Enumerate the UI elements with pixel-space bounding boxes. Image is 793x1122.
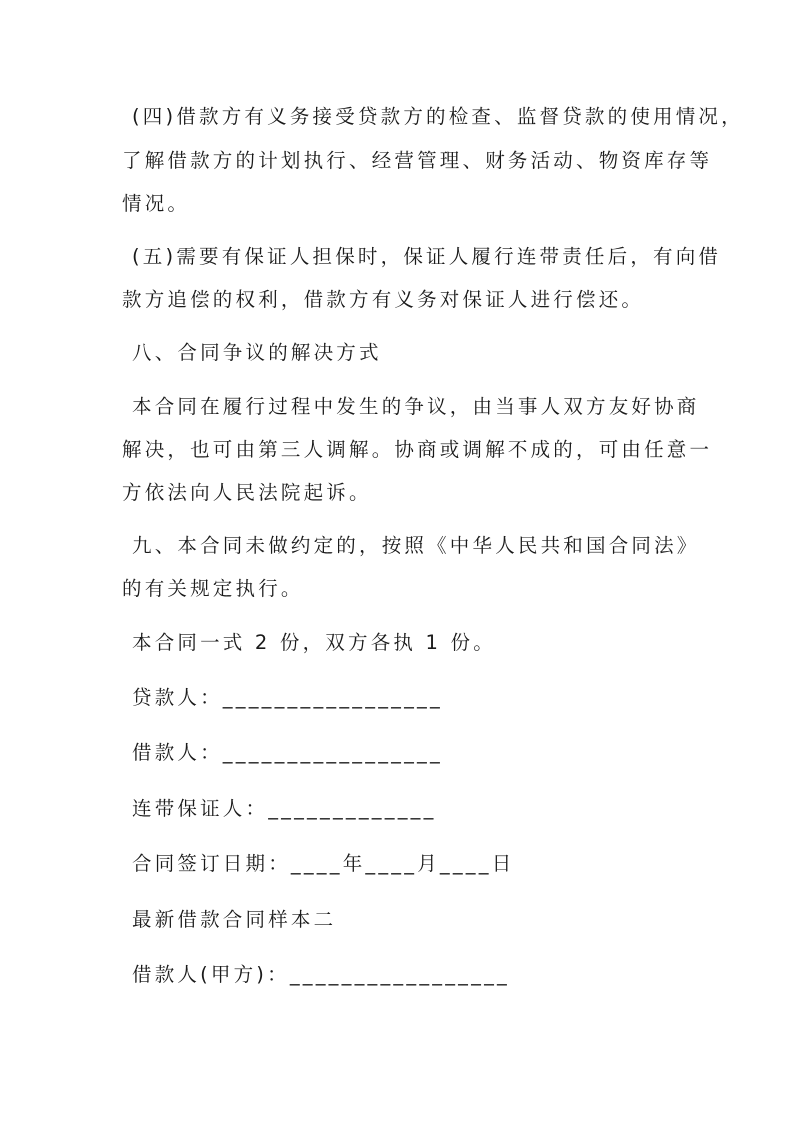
paragraph-line: 款方追偿的权利，借款方有义务对保证人进行偿还。 [122, 288, 645, 311]
signature-field-lender: 贷款人：_________________ [132, 686, 443, 709]
paragraph-line: 了解借款方的计划执行、经营管理、财务活动、物资库存等 [122, 149, 713, 172]
paragraph-line: (五)需要有保证人担保时，保证人履行连带责任后，有向借 [132, 245, 722, 268]
signature-field-party-a: 借款人(甲方)：_________________ [132, 963, 510, 986]
paragraph-line: (四)借款方有义务接受贷款方的检查、监督贷款的使用情况， [132, 105, 744, 128]
paragraph-line: 解决，也可由第三人调解。协商或调解不成的，可由任意一 [122, 438, 713, 461]
paragraph-line: 本合同一式 2 份，双方各执 1 份。 [132, 631, 496, 654]
signing-date-field: 合同签订日期：____年____月____日 [132, 852, 515, 875]
paragraph-line: 方依法向人民法院起诉。 [122, 481, 372, 504]
paragraph-line: 的有关规定执行。 [122, 577, 304, 600]
section-heading: 八、合同争议的解决方式 [132, 341, 382, 364]
signature-field-borrower: 借款人：_________________ [132, 741, 443, 764]
paragraph-line: 九、本合同未做约定的，按照《中华人民共和国合同法》 [132, 534, 700, 557]
signature-field-guarantor: 连带保证人：_____________ [132, 797, 437, 820]
paragraph-line: 情况。 [122, 192, 191, 215]
section-heading: 最新借款合同样本二 [132, 908, 337, 931]
paragraph-line: 本合同在履行过程中发生的争议，由当事人双方友好协商 [132, 395, 700, 418]
